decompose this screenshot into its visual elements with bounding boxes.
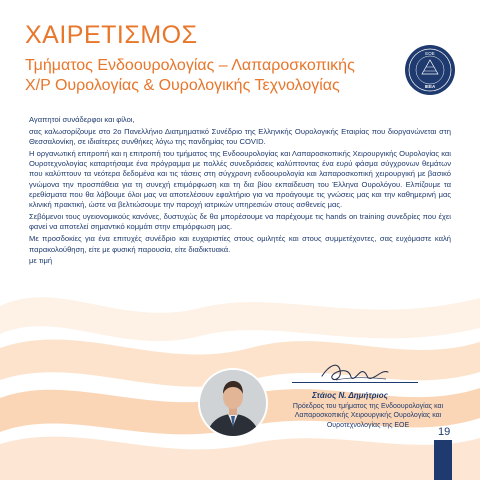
page-number: 19 [438, 426, 451, 438]
seal-top-text: ΕΟΕ [425, 51, 435, 56]
signer-role-line-3: Ουροτεχνολογίας της ΕΟΕ [326, 421, 410, 429]
signer-role-line-1: Πρόεδρος του τμήματος της Ενδοουρολογίας και [292, 403, 444, 410]
signer-role-line-2: Λαπαροσκοπικής Χειρουργικής Ουρολογίας και [294, 412, 442, 420]
subtitle-line-2: Χ/Ρ Ουρολογίας & Ουρολογικής Τεχνολογίας [25, 77, 340, 94]
seal-bottom-text: ΙΕΕΑ [424, 84, 436, 89]
portrait-image [200, 370, 266, 436]
page-title: ΧΑΙΡΕΤΙΣΜΟΣ [25, 21, 198, 49]
letter-body [29, 115, 451, 268]
signer-name: Στάιος Ν. Δημήτριος [312, 391, 388, 400]
subtitle-line-1: Τμήματος Ενδοουρολογίας – Λαπαροσκοπικής [25, 57, 355, 74]
society-seal-icon [404, 44, 456, 96]
handwritten-signature [316, 358, 396, 388]
letter-closing: με τιμή [29, 256, 53, 266]
letter-paragraph-1: σας καλωσορίζουμε στο 2ο Πανελλήνιο Διατμηματικό Συνέδριο της Ελληνικής Ουρολογικής Εταιρίας που διοργανώνεται στη Θεσσαλονίκη, σε ιδιαίτερες συνθήκες λόγω της πανδημίας του COVID. [29, 126, 451, 147]
letter-paragraph-2: Η οργανωτική επιτροπή και η επιτροπή του τμήματος της Ενδοουρολογίας και Λαπαροσκοπικής Χειρουργικής Ουρολογίας και Ουροτεχνολογίας καταρτήσαμε ένα πρόγραμμα με πολλές συνεδριάσεις καλύπτοντας ένα ευρύ φάσμα σύγχρονων θεμάτων που καλύπτουν τα νεότερα δεδομένα και τις τάσεις στη σύγχρονη ενδοουρολογία και λαπαροσκοπική χειρουργική με βασικό γνώμονα την προσπάθεια για τη συνεχή επιμόρφωση και τη δια βίου εκπαίδευση του Έλληνα Ουρολόγου. Ελπίζουμε τα ερεθίσματα που θα λάβουμε όλοι μας να αποτελέσουν εφαλτήριο για να προάγουμε τις γνώσεις μας και την καθημερινή μας κλινική πρακτική, ώστε να βελτιώσουμε την παροχή ιατρικών υπηρεσιών στους ασθενείς μας. [29, 148, 451, 210]
letter-paragraph-4: Με προσδοκίες για ένα επιτυχές συνέδριο και ευχαριστίες στους ομιλητές και στους συμμετέχοντες, σας ευχόμαστε καλή παρακολούθηση, είτε με φυσική παρουσία, είτε διαδικτυακά. [29, 234, 451, 254]
page-subtitle [25, 56, 355, 96]
letter-paragraph-3: Σεβόμενοι τους υγειονομικούς κανόνες, δυστυχώς δε θα μπορέσουμε να παρέχουμε τις hands on training συνεδρίες που έχει φανεί να αποτελεί σημαντικό κομμάτι στην επιμόρφωση μας. [29, 212, 451, 232]
signer-photo [200, 370, 266, 436]
signature-line [292, 382, 418, 383]
page-number-bar [434, 440, 452, 480]
letter-salutation: Αγαπητοί συνάδερφοι και φίλοι, [29, 115, 135, 124]
